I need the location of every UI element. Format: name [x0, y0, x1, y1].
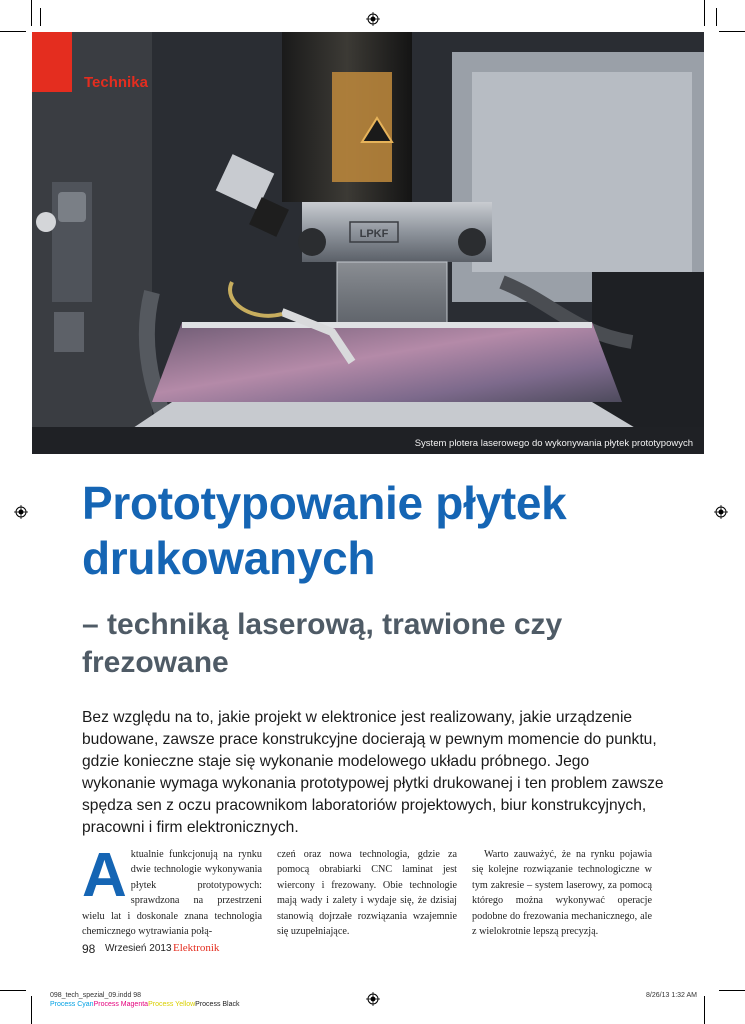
body-column-2: czeń oraz nowa technologia, gdzie za pomocą obrabiarki CNC laminat jest wiercony i frezowany. Obie technologie mają wady i zalety i wydaje się, że dzisiaj stanowią dojrzałe rozwiązania wzajemnie się uzupełniające.	[277, 849, 457, 938]
color-plates	[50, 1001, 240, 1008]
body-column-3: Warto zauważyć, że na rynku pojawia się kolejne rozwiązanie technologiczne w tym zakresie – system laserowy, za pomocą którego można wykonywać operacje podobne do frezowania mechanicznego, ale z wielokrotnie lepszą precyzją.	[472, 849, 652, 938]
registration-mark-icon	[14, 505, 28, 519]
section-color-tab	[32, 32, 72, 92]
body-column-1-text: ktualnie funkcjonują na rynku dwie technologie wykonywania płytek prototypowych: sprawdzona na przestrzeni wielu lat i doskonale znana technologia chemicznego wytrawiania połą-	[82, 849, 262, 938]
file-slug: 098_tech_spezial_09.indd 98	[50, 992, 142, 999]
photo-caption: System plotera laserowego do wykonywania płytek prototypowych	[414, 438, 693, 449]
brand-logo: LPKF	[359, 228, 389, 240]
article-title: Prototypowanie płytek drukowanych	[82, 477, 567, 584]
crop-mark	[704, 0, 705, 26]
registration-mark-icon	[366, 992, 380, 1006]
crop-mark	[40, 8, 41, 26]
page-number: 98	[82, 942, 96, 956]
crop-mark	[31, 0, 32, 26]
magazine-name: Elektronik	[173, 942, 220, 954]
article-lead: Bez względu na to, jakie projekt w elektronice jest realizowany, jakie urządzenie budowane, zawsze prace konstrukcyjne docierają w pewnym momencie do punktu, gdzie konieczne staje się wykonanie modelowego układu próbnego. Jego wykonanie wymaga wykonania prototypowej płytki drukowanej i ten problem zawsze spędza sen z oczu pracownikom laboratoriów projektowych, biur konstrukcyjnych, pracowni i firm elektronicznych.	[82, 709, 664, 836]
registration-mark-icon	[714, 505, 728, 519]
crop-mark	[31, 996, 32, 1024]
body-column-1	[82, 841, 262, 939]
slug-timestamp: 8/26/13 1:32 AM	[646, 992, 697, 999]
plate-magenta: Process Magenta	[93, 1001, 149, 1008]
hero-photo	[32, 32, 704, 454]
registration-mark-icon	[366, 12, 380, 26]
crop-mark	[0, 990, 26, 991]
article-subtitle: – techniką laserową, trawione czy frezowane	[82, 608, 563, 679]
crop-mark	[719, 990, 745, 991]
drop-cap: A	[82, 841, 127, 910]
section-label: Technika	[84, 74, 148, 91]
plate-yellow: Process Yellow	[148, 1001, 196, 1008]
plate-black: Process Black	[195, 1001, 240, 1008]
crop-mark	[719, 31, 745, 32]
crop-mark	[704, 996, 705, 1024]
crop-mark	[0, 31, 26, 32]
issue-date: Wrzesień 2013	[105, 943, 172, 954]
plate-cyan: Process Cyan	[50, 1001, 94, 1008]
laser-plotter-illustration	[32, 32, 704, 454]
crop-mark	[716, 8, 717, 26]
